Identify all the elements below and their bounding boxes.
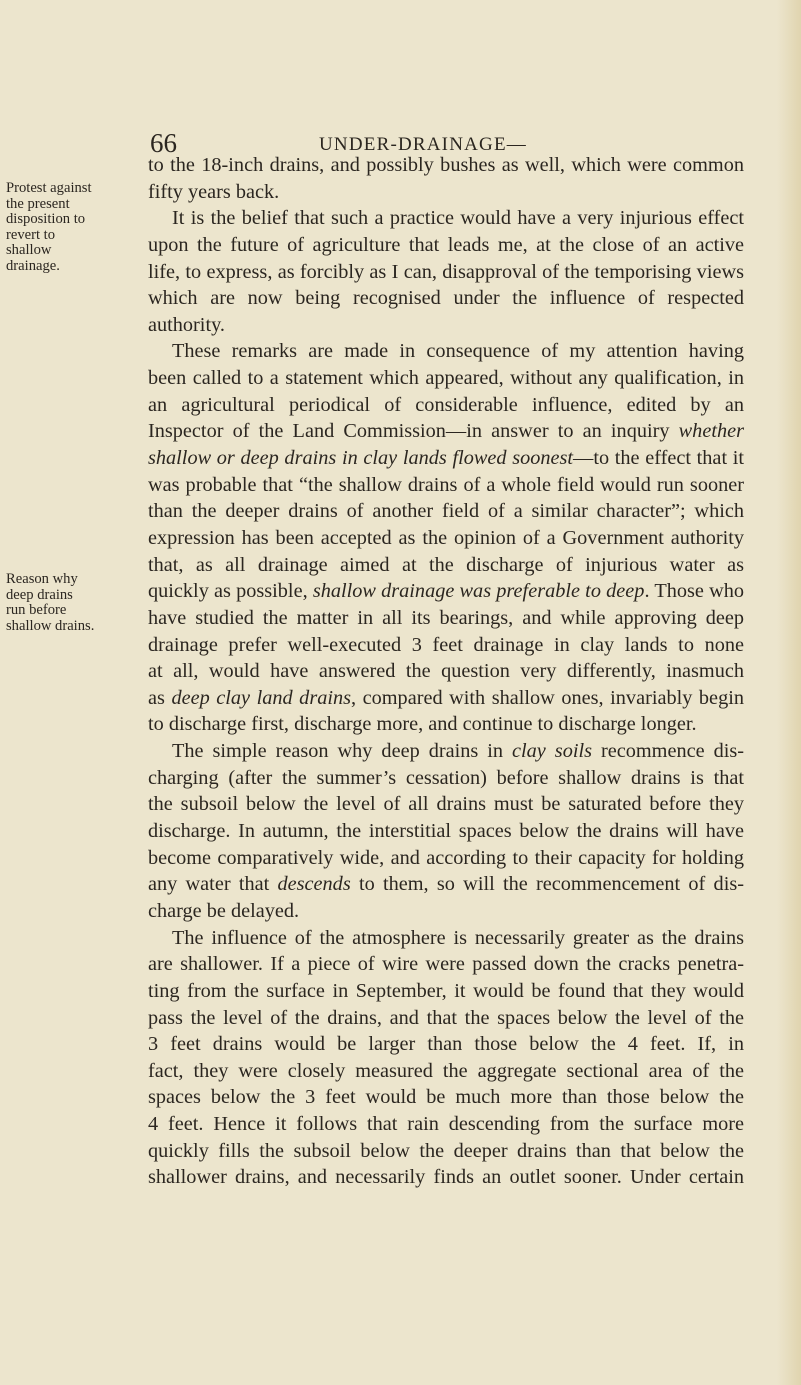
body-line: that, as all drainage aimed at the discharge of injurious water as: [148, 553, 744, 576]
body-line: which are now being recognised under the influence of respected: [148, 287, 744, 310]
body-line: to the 18-inch drains, and possibly bushes as well, which were common: [148, 154, 744, 176]
sidenote-reason: [6, 572, 124, 634]
page-edge-stain: [777, 0, 801, 1385]
body-line: upon the future of agriculture that leads me, at the close of an active: [148, 233, 744, 256]
sidenote-line: shallow drains.: [6, 617, 95, 634]
body-line: 4 feet. Hence it follows that rain descending from the surface more: [148, 1113, 744, 1136]
body-line: an agricultural periodical of considerable influence, edited by an: [148, 393, 744, 416]
sidenote-line: shallow: [6, 242, 52, 259]
body-line: to discharge first, discharge more, and continue to discharge longer.: [148, 713, 697, 736]
body-line: any water that descends to them, so will the recommencement of dis-: [148, 873, 744, 896]
sidenote-line: run before: [6, 602, 67, 619]
sidenote-line: disposition to: [6, 211, 86, 228]
body-line: These remarks are made in consequence of my attention having: [172, 340, 744, 363]
body-line: It is the belief that such a practice would have a very injurious effect: [172, 207, 744, 230]
body-line: have studied the matter in all its bearings, and while approving deep: [148, 606, 744, 629]
body-line: charging (after the summer’s cessation) before shallow drains is that: [148, 766, 744, 789]
body-line: at all, would have answered the question very differently, inasmuch: [148, 660, 744, 683]
body-line: The simple reason why deep drains in clay soils recommence dis-: [172, 740, 744, 763]
body-line: expression has been accepted as the opinion of a Government authority: [148, 526, 744, 549]
sidenote-line: deep drains: [6, 586, 73, 603]
body-line: fifty years back.: [148, 180, 280, 203]
body-line: was probable that “the shallow drains of a whole field would run sooner: [148, 473, 744, 496]
body-line: shallower drains, and necessarily finds an outlet sooner. Under certain: [148, 1166, 744, 1189]
body-line: authority.: [148, 313, 225, 336]
body-line: are shallower. If a piece of wire were passed down the cracks penetra-: [148, 953, 744, 976]
body-line: The influence of the atmosphere is necessarily greater as the drains: [172, 926, 744, 949]
body-line: ting from the surface in September, it would be found that they would: [148, 979, 744, 1002]
body-line: been called to a statement which appeared, without any qualification, in: [148, 367, 744, 390]
sidenote-line: drainage.: [6, 257, 60, 274]
sidenote-protest: [6, 181, 124, 275]
body-line: than the deeper drains of another field of a similar character”; which: [148, 500, 744, 523]
body-line: as deep clay land drains, compared with shallow ones, invariably begin: [148, 686, 744, 709]
body-line: shallow or deep drains in clay lands flowed soonest—to the effect that it: [148, 447, 745, 470]
body-line: pass the level of the drains, and that the spaces below the level of the: [148, 1006, 744, 1029]
body-line: quickly as possible, shallow drainage was preferable to deep. Those who: [148, 580, 744, 603]
sidenote-line: Reason why: [6, 571, 78, 587]
body-text: [148, 152, 744, 1191]
body-line: spaces below the 3 feet would be much more than those below the: [148, 1086, 744, 1109]
sidenote-line: the present: [6, 195, 70, 212]
page-number: 66: [150, 128, 177, 158]
body-line: discharge. In autumn, the interstitial spaces below the drains will have: [148, 820, 744, 843]
body-line: charge be delayed.: [148, 899, 300, 922]
sidenote-line: Protest against: [6, 180, 92, 196]
body-line: the subsoil below the level of all drains must be saturated before they: [148, 793, 744, 816]
body-line: quickly fills the subsoil below the deeper drains than that below the: [148, 1139, 744, 1162]
sidenote-line: revert to: [6, 226, 56, 243]
body-line: life, to express, as forcibly as I can, disapproval of the temporising views: [148, 260, 744, 283]
body-line: 3 feet drains would be larger than those below the 4 feet. If, in: [148, 1033, 744, 1056]
body-line: Inspector of the Land Commission—in answer to an inquiry whether: [148, 420, 744, 443]
body-line: become comparatively wide, and according to their capacity for holding: [148, 846, 744, 869]
running-title: UNDER-DRAINAGE—: [319, 134, 527, 155]
body-line: drainage prefer well-executed 3 feet drainage in clay lands to none: [148, 633, 744, 656]
body-line: fact, they were closely measured the aggregate sectional area of the: [148, 1059, 744, 1082]
